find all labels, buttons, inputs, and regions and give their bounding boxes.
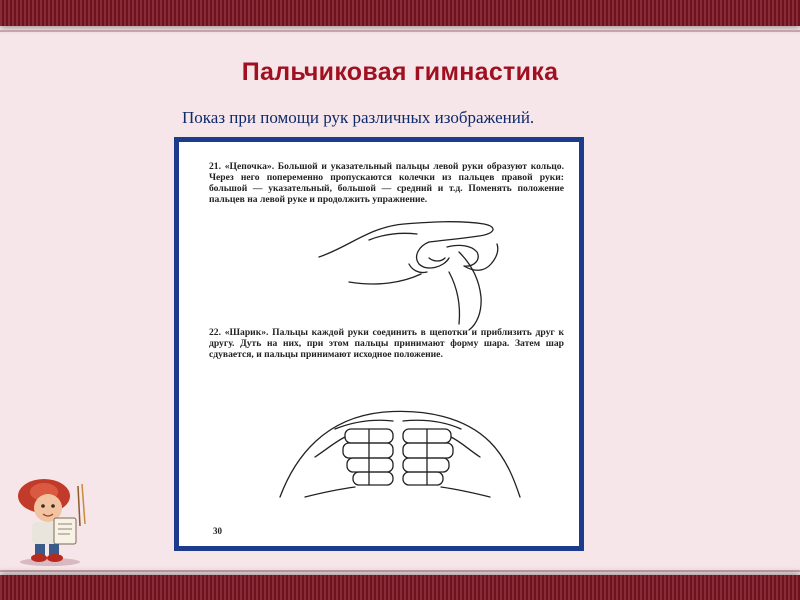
exercise-21-text: 21. «Цепочка». Большой и указательный пальцы левой руки образуют кольцо. Через него попеременно пропускаются колечки из пальцев правой руки: большой — указательный, большой — средний и т.д. Поменять положение пальцев на левой руке и продолжить упражнение. [209, 161, 564, 205]
hands-chain-illustration [309, 212, 559, 332]
slide-title: Пальчиковая гимнастика [241, 58, 559, 86]
book-page [179, 142, 579, 546]
hands-ball-illustration [275, 397, 525, 507]
bottom-decorative-band [0, 575, 800, 600]
top-decorative-band [0, 0, 800, 26]
slide-subtitle: Показ при помощи рук различных изображений. [182, 108, 535, 127]
book-page-frame [174, 137, 584, 551]
book-page-number: 30 [213, 526, 222, 536]
bottom-pinstripe [0, 570, 800, 572]
top-pinstripe [0, 30, 800, 32]
child-with-books-icon [8, 466, 94, 566]
exercise-22-text: 22. «Шарик». Пальцы каждой руки соединить в щепотки и приблизить друг к другу. Дуть на них, при этом пальцы принимают форму шара. Затем шар сдувается, и пальцы принимают исходное положение. [209, 327, 564, 360]
